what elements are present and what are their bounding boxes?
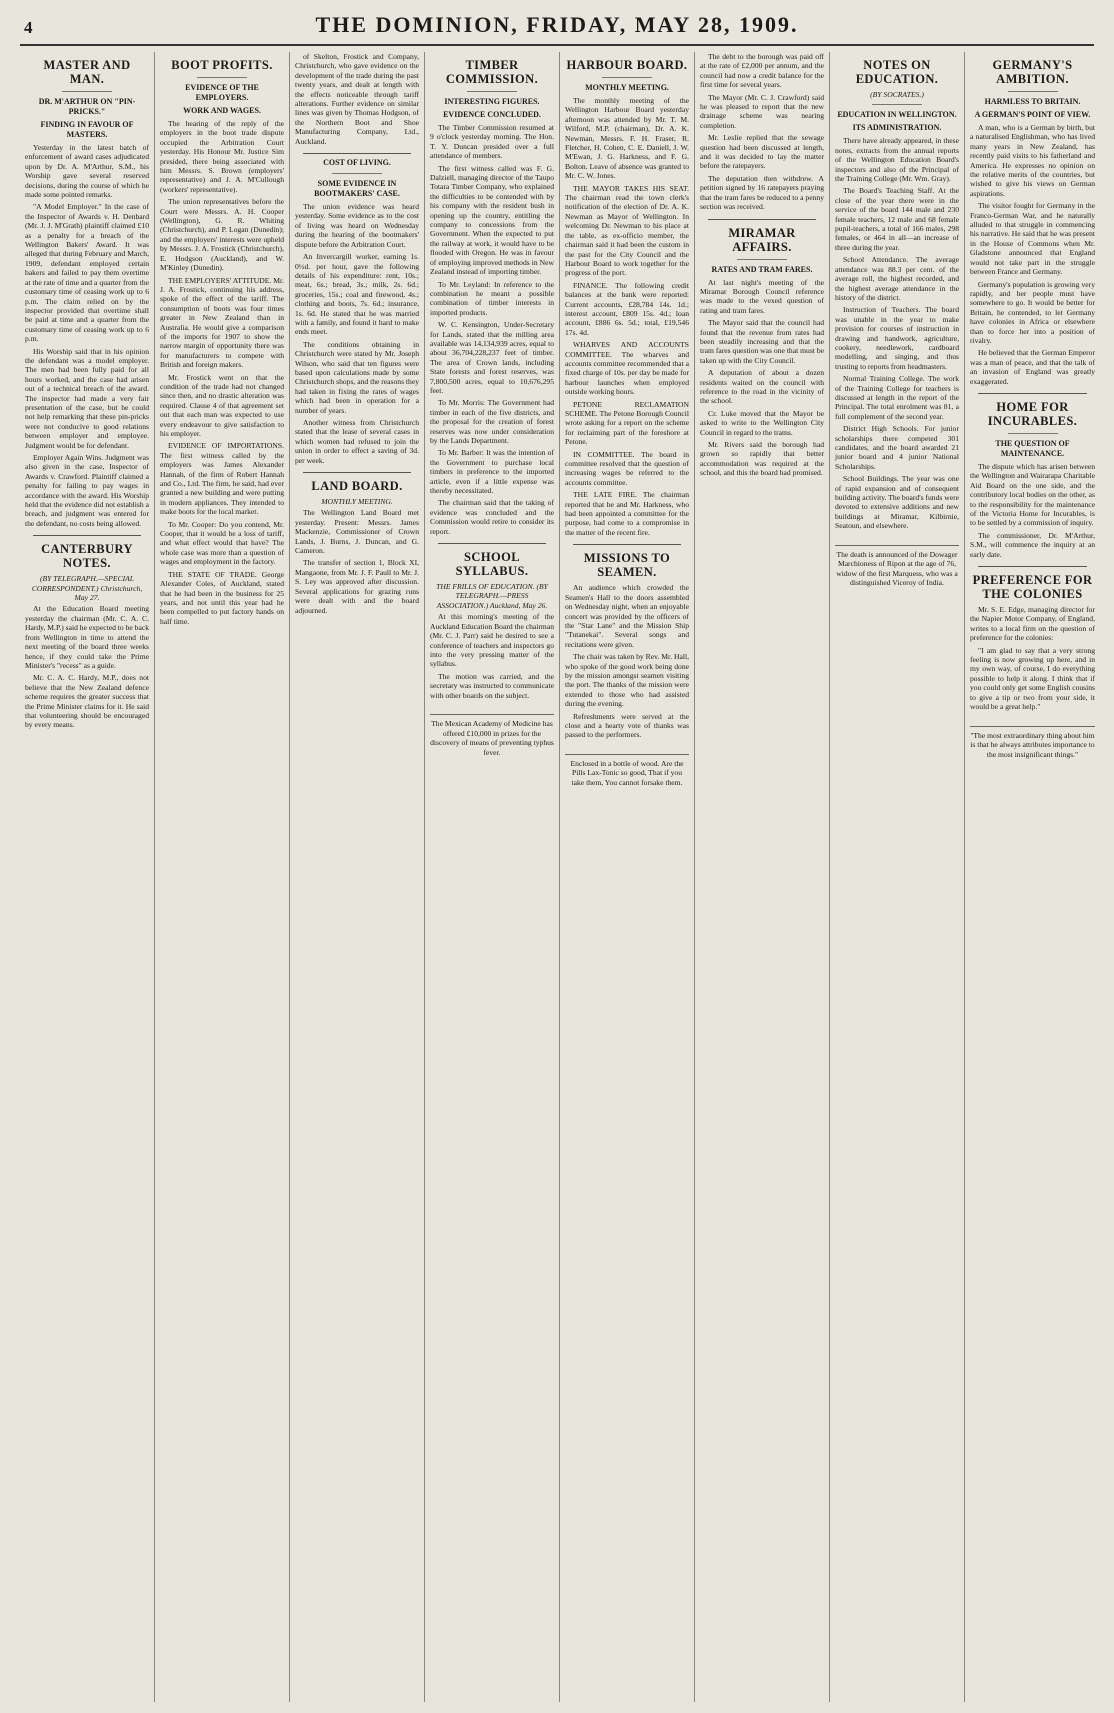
article-paragraph: The Wellington Land Board met yesterday. Present: Messrs. James Mackenzie, Commissioner of Crown Lands, J. Burns, J. Duncan, and G. Cameron. xyxy=(295,508,419,556)
article-subheading: A GERMAN'S POINT OF VIEW. xyxy=(974,110,1091,119)
article-subheading: EVIDENCE CONCLUDED. xyxy=(443,110,541,119)
column-2 xyxy=(155,52,290,1702)
article-paragraph: A man, who is a German by birth, but a naturalised Englishman, who has lived many years in New Zealand, has recently paid visits to his fatherland and America. He expresses no opinion on the relative merits of the countries, but wished to give his views on German aspirations. xyxy=(970,123,1095,198)
article-subheading: EDUCATION IN WELLINGTON. xyxy=(837,110,957,120)
article-heading: TIMBER COMMISSION. xyxy=(445,58,539,86)
article-subheading: DR. M'ARTHUR ON "PIN-PRICKS." xyxy=(38,97,136,116)
article-paragraph: EVIDENCE OF IMPORTATIONS. The first witness called by the employers was James Alexander Hannah, of the firm of Robert Hannah and Co., Ltd. The firm, he said, had ever granted a new building and were putting in modern appliances. They intended to make boots for the local market. xyxy=(160,441,284,517)
divider xyxy=(467,91,517,92)
article-paragraph: There have already appeared, in these notes, extracts from the annual reports of the Wellington Education Board's inspectors and also of the Principal of the Training College (Mr. Wm. Gray). xyxy=(835,136,959,184)
bottom-notice: Enclosed in a bottle of wood. Are the Pills Lax-Tonic so good, That if you take them, You cannot forsake them. xyxy=(565,754,689,788)
article-byline: (BY TELEGRAPH.—SPECIAL CORRESPONDENT.) Christchurch, May 27. xyxy=(31,574,143,603)
article-paragraph: The union representatives before the Court were Messrs. A. H. Cooper (Wellington), G. R. Whiting (Christchurch), and P. Logan (Dunedin); and the employers' interests were upheld by Messrs. J. A. Frostick (Christchurch), E. Hodgson (Auckland), and W. M'Kinley (Dunedin). xyxy=(160,197,284,273)
columns-container xyxy=(20,52,1100,1702)
divider xyxy=(737,259,787,260)
article-divider xyxy=(438,543,546,544)
article-byline: THE FRILLS OF EDUCATION. (BY TELEGRAPH.—PRESS ASSOCIATION.) Auckland, May 26. xyxy=(436,582,548,610)
article-heading: GERMANY'S AMBITION. xyxy=(992,58,1073,86)
article-paragraph: A deputation of about a dozen residents waited on the council with reference to the road in the vicinity of the school. xyxy=(700,368,824,406)
column-6 xyxy=(695,52,830,1702)
article-paragraph: The deputation then withdrew. A petition signed by 16 ratepayers praying that the tram fares be reduced to a penny section was received. xyxy=(700,173,824,212)
article-paragraph: THE MAYOR TAKES HIS SEAT. The chairman read the town clerk's notification of the election of Dr. A. K. Newman as Mayor of Wellington. In welcoming Dr. Newman to his place at the table, as ex-officio member, the chairman said it had been the custom in the past for the City Council and the Harbour Board to work together for the progress of the port. xyxy=(565,183,689,278)
article-paragraph: The conditions obtaining in Christchurch were stated by Mr. Joseph Wilson, who said that ten figures were based upon calculations made by some Christchurch shops, and the reasons they had taken in fixing the rates of wages which had been in operation for a number of years. xyxy=(295,339,420,415)
article-subheading: HARMLESS TO BRITAIN. xyxy=(984,97,1081,106)
article-paragraph: THE LATE FIRE. The chairman reported that he and Mr. Harkness, who had been appointed a committee for the purpose, had come to a compromise in the matter of the recent fire. xyxy=(565,490,689,537)
article-heading: HOME FOR INCURABLES. xyxy=(987,399,1078,428)
divider xyxy=(197,77,247,78)
article-subheading: FINDING IN FAVOUR OF MASTERS. xyxy=(40,120,134,139)
article-heading: LAND BOARD. xyxy=(311,479,403,494)
article-heading: MISSIONS TO SEAMEN. xyxy=(583,551,671,580)
article-subheading: INTERESTING FIGURES. xyxy=(444,97,540,106)
article-divider xyxy=(573,544,681,545)
article-paragraph: Refreshments were served at the close and a hearty vote of thanks was passed to the performers. xyxy=(565,711,689,740)
article-paragraph: An Invercargill worker, earning 1s. 0½d. per hour, gave the following details of his expenditure: rent, 10s.; meat, 6s.; bread, 3s.; milk, 2s. 6d.; groceries, 15s.; coal and firewood, 4s.; clothing and boots, 7s. 6d.; insurance, 1s. 6d. He stated that he was married with a family, and found it hard to make ends meet. xyxy=(295,252,419,337)
article-heading: MASTER AND MAN. xyxy=(43,58,131,86)
article-paragraph: The hearing of the reply of the employers in the boot trade dispute occupied the Arbitration Court yesterday. His Honour Mr. Justice Sim presided, there being associated with him Messrs. S. Brown (employers' representative) and J. A. M'Cullough (workers' representative). xyxy=(160,119,284,194)
article-paragraph: The debt to the borough was paid off at the rate of £2,000 per annum, and the council had now a credit balance for the first time for several years. xyxy=(700,52,824,90)
article-paragraph: He believed that the German Emperor was a man of peace, and that the talk of an invasion of England was greatly exaggerated. xyxy=(970,348,1095,386)
article-divider xyxy=(708,219,816,220)
divider xyxy=(1008,433,1058,434)
article-paragraph: The Board's Teaching Staff. At the close of the year there were in the service of the board 144 male and 230 female teachers, 12 male and 68 female pupil-teachers, a total of 166 males, 298 females, or 464 in all—an increase of three during the year. xyxy=(835,186,959,252)
bottom-notice: The death is announced of the Dowager Marchioness of Ripon at the age of 76, widow of the first Marquess, who was a distinguished Viceroy of India. xyxy=(835,545,959,588)
article-heading: SCHOOL SYLLABUS. xyxy=(455,550,529,579)
article-paragraph: THE EMPLOYERS' ATTITUDE. Mr. J. A. Frostick, continuing his address, spoke of the effect of the tariff. The consumption of boots was four times greater in New Zealand than in Australia. He would give a comparison of the imports for 1907 to show the narrow margin of opportunity there was for manufacturers to compete with British and foreign makers. xyxy=(160,275,284,370)
article-paragraph: Yesterday in the latest batch of enforcement of award cases adjudicated upon by Dr. A. M'Arthur, S.M., his Worship gave several reserved decisions, during the course of which he made some pointed remarks. xyxy=(25,143,149,200)
article-paragraph: Mr. C. A. C. Hardy, M.P., does not believe that the New Zealand defence scheme requires the greater success that the Prime Minister claims for it. He said that volunteering should be encouraged by every means. xyxy=(25,673,149,730)
article-byline: (BY SOCRATES.) xyxy=(870,90,924,99)
article-subheading: ITS ADMINISTRATION. xyxy=(852,123,942,133)
article-paragraph: THE STATE OF TRADE. George Alexander Coles, of Auckland, stated that he had been in the business for 25 years, and not until this year had he been compelled to put factory hands on half time. xyxy=(160,569,284,626)
article-paragraph: of Skelton, Frostick and Company, Christchurch, who gave evidence on the development of the trade during the past twenty years, and dealt at length with the effects noticeable through tariff alterations. Further evidence on similar lines was given by Thomas Hodgson, of the Northern Boot and Shoe Manufacturing Company, Ltd., Auckland. xyxy=(295,52,419,146)
article-paragraph: Employer Again Wins. Judgment was also given in the case, Inspector of Awards v. Crawford. Plaintiff claimed a penalty for failing to pay wages in accordance with the award. His Worship held that the evidence did not establish a breach, and judgment was entered for the defendant, no costs being allowed. xyxy=(25,453,149,528)
divider xyxy=(1008,91,1058,92)
article-paragraph: The motion was carried, and the secretary was instructed to communicate with other boards on the subject. xyxy=(430,671,554,700)
column-4 xyxy=(425,52,560,1702)
article-paragraph: FINANCE. The following credit balances at the bank were reported: Current accounts, £28,784 14s. 1d.; interest account, £809 15s. 4d.; loan account, £886 6s. 5d.; total, £19,546 17s. 4d. xyxy=(565,280,689,337)
bottom-notice: "The most extraordinary thing about him is that he always attributes importance to the most insignificant things." xyxy=(970,726,1095,760)
page-number: 4 xyxy=(24,18,33,37)
column-5 xyxy=(560,52,695,1702)
article-heading: NOTES ON EDUCATION. xyxy=(855,58,939,86)
article-paragraph: The commissioner, Dr. M'Arthur, S.M., will commence the inquiry at an early date. xyxy=(970,530,1095,559)
article-subheading: MONTHLY MEETING. xyxy=(585,83,669,92)
article-paragraph: To Mr. Morris: The Government had timber in each of the five districts, and the proposal for the creation of forest reserves was now under consideration by the Lands Department. xyxy=(430,398,554,445)
article-subheading: SOME EVIDENCE IN BOOTMAKERS' CASE. xyxy=(314,179,400,199)
article-paragraph: To Mr. Barber: It was the intention of the Government to purchase local timbers in preference to the imported article, even if a little expense was thereby necessitated. xyxy=(430,448,554,496)
article-heading: CANTERBURY NOTES. xyxy=(41,542,133,571)
article-byline: MONTHLY MEETING. xyxy=(321,497,393,507)
article-paragraph: An audience which crowded the Seamen's Hall to the doors assembled on Wednesday night, when an enjoyable concert was provided by the officers of the "Star Lane" and the Mission Ship "Tutanekai". Several songs and recitations were given. xyxy=(565,583,689,649)
article-paragraph: Instruction of Teachers. The board was unable in the year to make provision for courses of instruction in drawing and handwork, agriculture, cookery, needlework, cardboard modelling, and singing, and thus trusting to reports from headmasters. xyxy=(835,305,959,371)
article-paragraph: The union evidence was heard yesterday. Some evidence as to the cost of living was heard on Wednesday during the hearing of the bootmakers' dispute before the Arbitration Court. xyxy=(295,202,419,249)
article-heading: PREFERENCE FOR THE COLONIES xyxy=(972,573,1093,602)
article-heading: HARBOUR BOARD. xyxy=(566,58,688,72)
article-paragraph: School Attendance. The average attendance was 88.3 per cent. of the average roll, the highest recorded, and the highest average attendance in the history of the district. xyxy=(835,255,959,302)
article-paragraph: District High Schools. For junior scholarships there competed 301 candidates, and the board awarded 21 junior board and 4 junior National Scholarships. xyxy=(835,424,959,471)
article-paragraph: The monthly meeting of the Wellington Harbour Board yesterday afternoon was attended by Mr. T. M. Wilford, M.P. (chairman), Dr. A. K. Newman, Messrs. F. H. Fraser, R. Fletcher, H. Cohen, C. E. Daniell, J. W. M'Ewan, J. G. Harkness, and F. G. Bolton. Leave of absence was granted to Mr. C. W. Jones. xyxy=(565,96,689,181)
article-paragraph: To Mr. Cooper: Do you contend, Mr. Cooper, that it would be a loss of tariff, and what effect would that have? The whole case was more than a question of wages and employment in the factory. xyxy=(160,519,284,567)
article-divider xyxy=(33,535,141,536)
column-3 xyxy=(290,52,425,1702)
article-paragraph: Germany's population is growing very rapidly, and her people must have somewhere to go. It would be better for Britain, he contended, to let Germany have colonies in Africa or elsewhere than to force her into a position of rivalry. xyxy=(970,279,1095,345)
bottom-notice: The Mexican Academy of Medicine has offered £10,000 in prizes for the discovery of means of preventing typhus fever. xyxy=(430,714,554,757)
article-paragraph: School Buildings. The year was one of rapid expansion and of consequent building activity. The board's funds were devoted to extensive additions and new buildings at Miramar, Kilbirnie, Seatoun, and elsewhere. xyxy=(835,474,959,531)
article-paragraph: At this morning's meeting of the Auckland Education Board the chairman (Mr. C. J. Parr) said he desired to see a conference of teachers and inspectors go into the very pressing matter of the syllabus. xyxy=(430,612,554,669)
article-paragraph: To Mr. Leyland: In reference to the combination he meant a possible combination of timber interests in imported products. xyxy=(430,279,554,317)
masthead-title: THE DOMINION, FRIDAY, MAY 28, 1909. xyxy=(315,12,799,37)
article-paragraph: The chair was taken by Rev. Mr. Hall, who spoke of the good work being done by the mission amongst seamen visiting the port. The thanks of the mission were extended to those who had assisted during the evening. xyxy=(565,652,689,709)
article-paragraph: IN COMMITTEE. The board in committee resolved that the question of increasing wages be referred to the accounts committee. xyxy=(565,449,689,487)
article-paragraph: Mr. S. E. Edge, managing director for the Napier Motor Company, of England, writes to a local firm on the question of preference for the colonies: xyxy=(970,605,1095,643)
divider xyxy=(602,77,652,78)
column-1 xyxy=(20,52,155,1702)
divider xyxy=(62,91,112,92)
article-paragraph: Cr. Luke moved that the Mayor be asked to write to the Wellington City Council in regard to the trams. xyxy=(700,408,824,437)
article-paragraph: "A Model Employer." In the case of the Inspector of Awards v. H. Denbard (Mr. J. J. M'Grath) plaintiff claimed £10 as a penalty for a breach of the Wellington Bakers' Award. It was alleged that during February and March, 1909, defendant employed certain bakers and failed to pay them overtime at the rate of time and a quarter from the customary time of ceasing work up to 6 p.m. The claim relied on by the inspector provided that overtime shall be paid at time and a quarter from the customary time of ceasing work up to 6 p.m. xyxy=(25,202,149,344)
article-paragraph: Mr. Rivers said the borough had grown so rapidly that better accommodation was required at the school, and this the board had promised. xyxy=(700,440,824,478)
masthead-rule xyxy=(20,44,1094,46)
article-paragraph: The first witness called was F. G. Dalziell, managing director of the Taupo Totara Timber Company, who explained the difficulties to be contended with by his company with the resident bush in opening up the country, entitling the company to concessions from the Government. When the expected to put the railway at work, it would have to be flooded with Oregon. He was in favour of employing improved methods in New Zealand instead of importing timber. xyxy=(430,163,554,277)
article-paragraph: The chairman said that the taking of evidence was concluded and the Commission would retire to consider its report. xyxy=(430,498,554,536)
article-paragraph: Mr. Frostick went on that the condition of the trade had not changed since then, and no drastic alteration was required. Clause 4 of that agreement set out that each man was expected to use every endeavour to give satisfaction to his employer. xyxy=(160,372,284,438)
column-7 xyxy=(830,52,965,1702)
article-paragraph: PETONE RECLAMATION SCHEME. The Petone Borough Council wrote asking for a report on the scheme for reclaiming part of the foreshore at Petone. xyxy=(565,399,689,447)
article-paragraph: At the Education Board meeting yesterday the chairman (Mr. C. A. C. Hardy, M.P.) said he expected to be back from Wellington in time to attend the next meeting of the board three weeks hence, if they could take the Prime Minister's "recess" as a guide. xyxy=(25,604,149,670)
article-divider xyxy=(978,566,1087,567)
divider xyxy=(872,104,922,105)
article-paragraph: W. C. Kensington, Under-Secretary for Lands, stated that the milling area available was 14,134,939 acres, equal to about 36,704,228,237 feet of timber. The area of Crown lands, including State forests and forest reserves, was 7,800,500 acres, equal to 10,676,295 feet. xyxy=(430,320,554,395)
article-subheading: WORK AND WAGES. xyxy=(183,106,261,115)
article-paragraph: Mr. Leslie replied that the sewage question had been discussed at length, and it was decided to lay the matter before the ratepayers. xyxy=(700,133,824,171)
article-divider xyxy=(303,153,411,154)
article-paragraph: WHARVES AND ACCOUNTS COMMITTEE. The wharves and accounts committee recommended that a fixed charge of 10s. per day be made for harbour launches when employed outside working hours. xyxy=(565,340,689,397)
article-divider xyxy=(303,472,411,473)
article-paragraph: His Worship said that in his opinion the defendant was a model employer. The men had been fully paid for all hours worked, and the case had arisen out of a technical breach of the award. The inspector had made a very fair presentation of the case, but he could not help remarking that these pin-pricks were not conducive to good relations between employer and employee. Judgment would be for defendant. xyxy=(25,346,149,450)
article-paragraph: The dispute which has arisen between the Wellington and Wairarapa Charitable Aid Board on the one side, and the contributory local bodies on the other, as to the responsibility for the maintenance of the Victoria Home for Incurables, is to be settled by a commission of inquiry. xyxy=(970,461,1095,528)
article-paragraph: At last night's meeting of the Miramar Borough Council reference was made to the vexed question of rating and tram fares. xyxy=(700,277,824,315)
article-paragraph: "I am glad to say that a very strong feeling is now growing up here, and in my own way, of course, I do everything possible to help it along. I think that if you could only get some English cousins to give a tip or two from your side, it would be a great help." xyxy=(970,645,1095,712)
article-subheading: RATES AND TRAM FARES. xyxy=(711,264,813,274)
column-8 xyxy=(965,52,1100,1702)
article-divider xyxy=(978,393,1087,394)
article-heading: BOOT PROFITS. xyxy=(171,58,273,72)
article-subheading: THE QUESTION OF MAINTENANCE. xyxy=(995,438,1070,458)
article-paragraph: The Timber Commission resumed at 9 o'clock yesterday morning. The Hon. T. Y. Duncan presided over a full attendance of members. xyxy=(430,123,554,161)
article-heading: MIRAMAR AFFAIRS. xyxy=(728,225,796,254)
article-paragraph: The visitor fought for Germany in the Franco-German War, and he naturally alluded to that struggle in commencing his narrative. He said that he was present in the House of Commons when Mr. Gladstone announced that England would not take part in the struggle between France and Germany. xyxy=(970,201,1095,277)
article-paragraph: The Mayor said that the council had found that the revenue from rates had been steadily increasing and that the tram fares question was one that must be taken up with the City Council. xyxy=(700,318,824,365)
article-paragraph: The Mayor (Mr. C. J. Crawford) said he was pleased to report that the new drainage scheme was nearing completion. xyxy=(700,92,824,130)
divider xyxy=(332,173,382,174)
article-paragraph: The transfer of section 1, Block XI, Mangaone, from Mr. J. F. Paull to Mr. J. S. Ley was approved after discussion. Several applications for grazing runs were dealt with and the board adjourned. xyxy=(295,558,419,615)
article-subheading: EVIDENCE OF THE EMPLOYERS. xyxy=(185,83,259,102)
article-paragraph: Normal Training College. The work of the Training College for teachers is discussed at length in the report of the Principal. The total enrolment was 81, a full complement of the second year. xyxy=(835,374,959,421)
article-subheading: COST OF LIVING. xyxy=(323,158,391,168)
article-paragraph: Another witness from Christchurch stated that the lease of several cases in which women had refused to join the union in order to effect a saving of 3d. per week. xyxy=(295,418,419,465)
